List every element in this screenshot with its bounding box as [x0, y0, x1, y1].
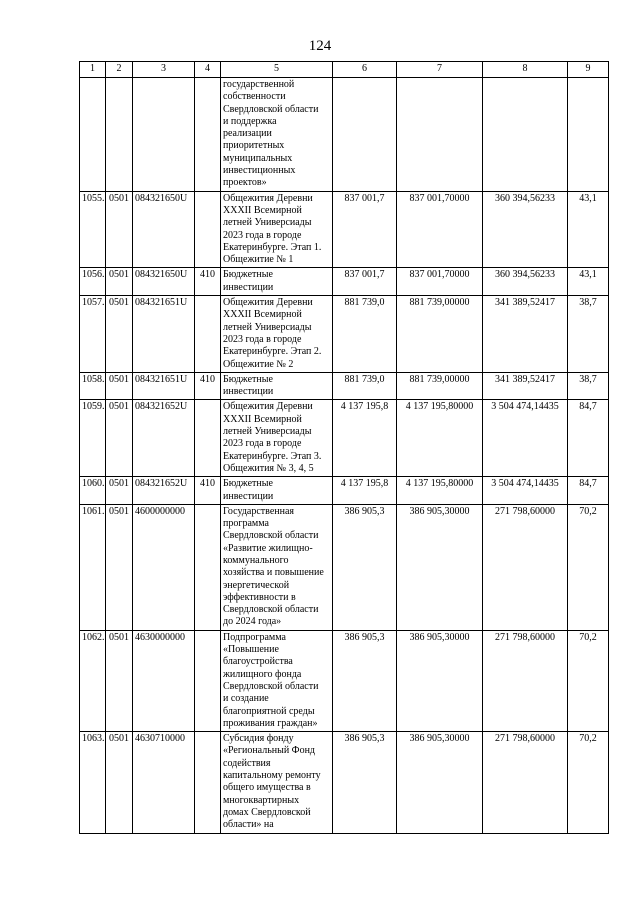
name-cell: Подпрограмма «Повышение благоустройства жилищного фонда Свердловской области и создание благоприятной среды проживания граждан»	[221, 630, 333, 731]
percent-cell: 70,2	[568, 732, 609, 833]
table-header-row	[80, 62, 609, 78]
name-cell: Бюджетные инвестиции	[221, 372, 333, 400]
percent-cell: 70,2	[568, 630, 609, 731]
expense-type-cell	[195, 78, 221, 192]
expense-type-cell: 410	[195, 268, 221, 296]
percent-cell: 84,7	[568, 477, 609, 505]
name-cell: государственной собственности Свердловской области и поддержка реализации приоритетных муниципальных инвестиционных проектов»	[221, 78, 333, 192]
table-row	[80, 504, 609, 630]
name-cell: Общежития Деревни XXXII Всемирной летней Универсиады 2023 года в городе Екатеринбурге. Этап 2. Общежитие № 2	[221, 296, 333, 373]
approved-amount-cell: 386 905,30000	[397, 630, 483, 731]
percent-cell: 43,1	[568, 268, 609, 296]
table-row	[80, 78, 609, 192]
approved-amount-cell: 4 137 195,80000	[397, 400, 483, 477]
percent-cell	[568, 78, 609, 192]
column-header: 7	[397, 62, 483, 78]
section-code-cell: 0501	[106, 400, 133, 477]
executed-amount-cell: 360 394,56233	[483, 191, 568, 268]
row-number-cell: 1055.	[80, 191, 106, 268]
approved-amount-cell: 4 137 195,80000	[397, 477, 483, 505]
expense-type-cell	[195, 504, 221, 630]
column-header: 2	[106, 62, 133, 78]
section-code-cell: 0501	[106, 296, 133, 373]
section-code-cell: 0501	[106, 372, 133, 400]
table-row	[80, 296, 609, 373]
name-cell: Субсидия фонду «Региональный Фонд содействия капитальному ремонту общего имущества в многоквартирных домах Свердловской области» на	[221, 732, 333, 833]
target-article-cell: 084321651U	[133, 372, 195, 400]
planned-amount-cell: 386 905,3	[333, 732, 397, 833]
planned-amount-cell: 837 001,7	[333, 268, 397, 296]
target-article-cell: 4600000000	[133, 504, 195, 630]
expense-type-cell	[195, 732, 221, 833]
target-article-cell: 084321652U	[133, 400, 195, 477]
section-code-cell	[106, 78, 133, 192]
row-number-cell: 1057.	[80, 296, 106, 373]
target-article-cell: 084321651U	[133, 296, 195, 373]
column-header: 9	[568, 62, 609, 78]
row-number-cell: 1061.	[80, 504, 106, 630]
table-row	[80, 191, 609, 268]
section-code-cell: 0501	[106, 191, 133, 268]
table-row	[80, 372, 609, 400]
expense-type-cell	[195, 630, 221, 731]
table-row	[80, 732, 609, 833]
planned-amount-cell: 881 739,0	[333, 296, 397, 373]
expense-type-cell: 410	[195, 477, 221, 505]
executed-amount-cell: 3 504 474,14435	[483, 477, 568, 505]
column-header: 3	[133, 62, 195, 78]
name-cell: Общежития Деревни XXXII Всемирной летней Универсиады 2023 года в городе Екатеринбурге. Этап 3. Общежития № 3, 4, 5	[221, 400, 333, 477]
column-header: 8	[483, 62, 568, 78]
percent-cell: 43,1	[568, 191, 609, 268]
target-article-cell: 4630710000	[133, 732, 195, 833]
page-number: 124	[308, 38, 332, 54]
table-row	[80, 400, 609, 477]
row-number-cell: 1063.	[80, 732, 106, 833]
column-header: 1	[80, 62, 106, 78]
expense-type-cell	[195, 400, 221, 477]
target-article-cell: 084321650U	[133, 268, 195, 296]
executed-amount-cell: 271 798,60000	[483, 504, 568, 630]
expense-type-cell	[195, 191, 221, 268]
executed-amount-cell: 341 389,52417	[483, 296, 568, 373]
row-number-cell: 1060.	[80, 477, 106, 505]
approved-amount-cell: 881 739,00000	[397, 372, 483, 400]
row-number-cell	[80, 78, 106, 192]
row-number-cell: 1058.	[80, 372, 106, 400]
column-header: 5	[221, 62, 333, 78]
executed-amount-cell: 341 389,52417	[483, 372, 568, 400]
planned-amount-cell: 4 137 195,8	[333, 400, 397, 477]
section-code-cell: 0501	[106, 504, 133, 630]
approved-amount-cell: 837 001,70000	[397, 268, 483, 296]
target-article-cell: 084321652U	[133, 477, 195, 505]
percent-cell: 84,7	[568, 400, 609, 477]
executed-amount-cell	[483, 78, 568, 192]
name-cell: Государственная программа Свердловской области «Развитие жилищно- коммунального хозяйства и повышение энергетической эффективности в Свердловской области до 2024 года»	[221, 504, 333, 630]
column-header: 6	[333, 62, 397, 78]
approved-amount-cell	[397, 78, 483, 192]
name-cell: Бюджетные инвестиции	[221, 477, 333, 505]
budget-table	[79, 61, 609, 834]
executed-amount-cell: 360 394,56233	[483, 268, 568, 296]
approved-amount-cell: 386 905,30000	[397, 504, 483, 630]
planned-amount-cell: 386 905,3	[333, 630, 397, 731]
row-number-cell: 1062.	[80, 630, 106, 731]
planned-amount-cell: 386 905,3	[333, 504, 397, 630]
planned-amount-cell: 881 739,0	[333, 372, 397, 400]
approved-amount-cell: 881 739,00000	[397, 296, 483, 373]
name-cell: Общежития Деревни XXXII Всемирной летней Универсиады 2023 года в городе Екатеринбурге. Этап 1. Общежитие № 1	[221, 191, 333, 268]
section-code-cell: 0501	[106, 477, 133, 505]
planned-amount-cell: 837 001,7	[333, 191, 397, 268]
executed-amount-cell: 3 504 474,14435	[483, 400, 568, 477]
approved-amount-cell: 837 001,70000	[397, 191, 483, 268]
table-row	[80, 477, 609, 505]
row-number-cell: 1059.	[80, 400, 106, 477]
row-number-cell: 1056.	[80, 268, 106, 296]
target-article-cell: 4630000000	[133, 630, 195, 731]
section-code-cell: 0501	[106, 732, 133, 833]
table-row	[80, 268, 609, 296]
approved-amount-cell: 386 905,30000	[397, 732, 483, 833]
percent-cell: 70,2	[568, 504, 609, 630]
planned-amount-cell: 4 137 195,8	[333, 477, 397, 505]
section-code-cell: 0501	[106, 630, 133, 731]
planned-amount-cell	[333, 78, 397, 192]
target-article-cell: 084321650U	[133, 191, 195, 268]
column-header: 4	[195, 62, 221, 78]
name-cell: Бюджетные инвестиции	[221, 268, 333, 296]
executed-amount-cell: 271 798,60000	[483, 732, 568, 833]
percent-cell: 38,7	[568, 372, 609, 400]
section-code-cell: 0501	[106, 268, 133, 296]
target-article-cell	[133, 78, 195, 192]
table-row	[80, 630, 609, 731]
percent-cell: 38,7	[568, 296, 609, 373]
expense-type-cell: 410	[195, 372, 221, 400]
executed-amount-cell: 271 798,60000	[483, 630, 568, 731]
expense-type-cell	[195, 296, 221, 373]
table-body	[80, 78, 609, 834]
